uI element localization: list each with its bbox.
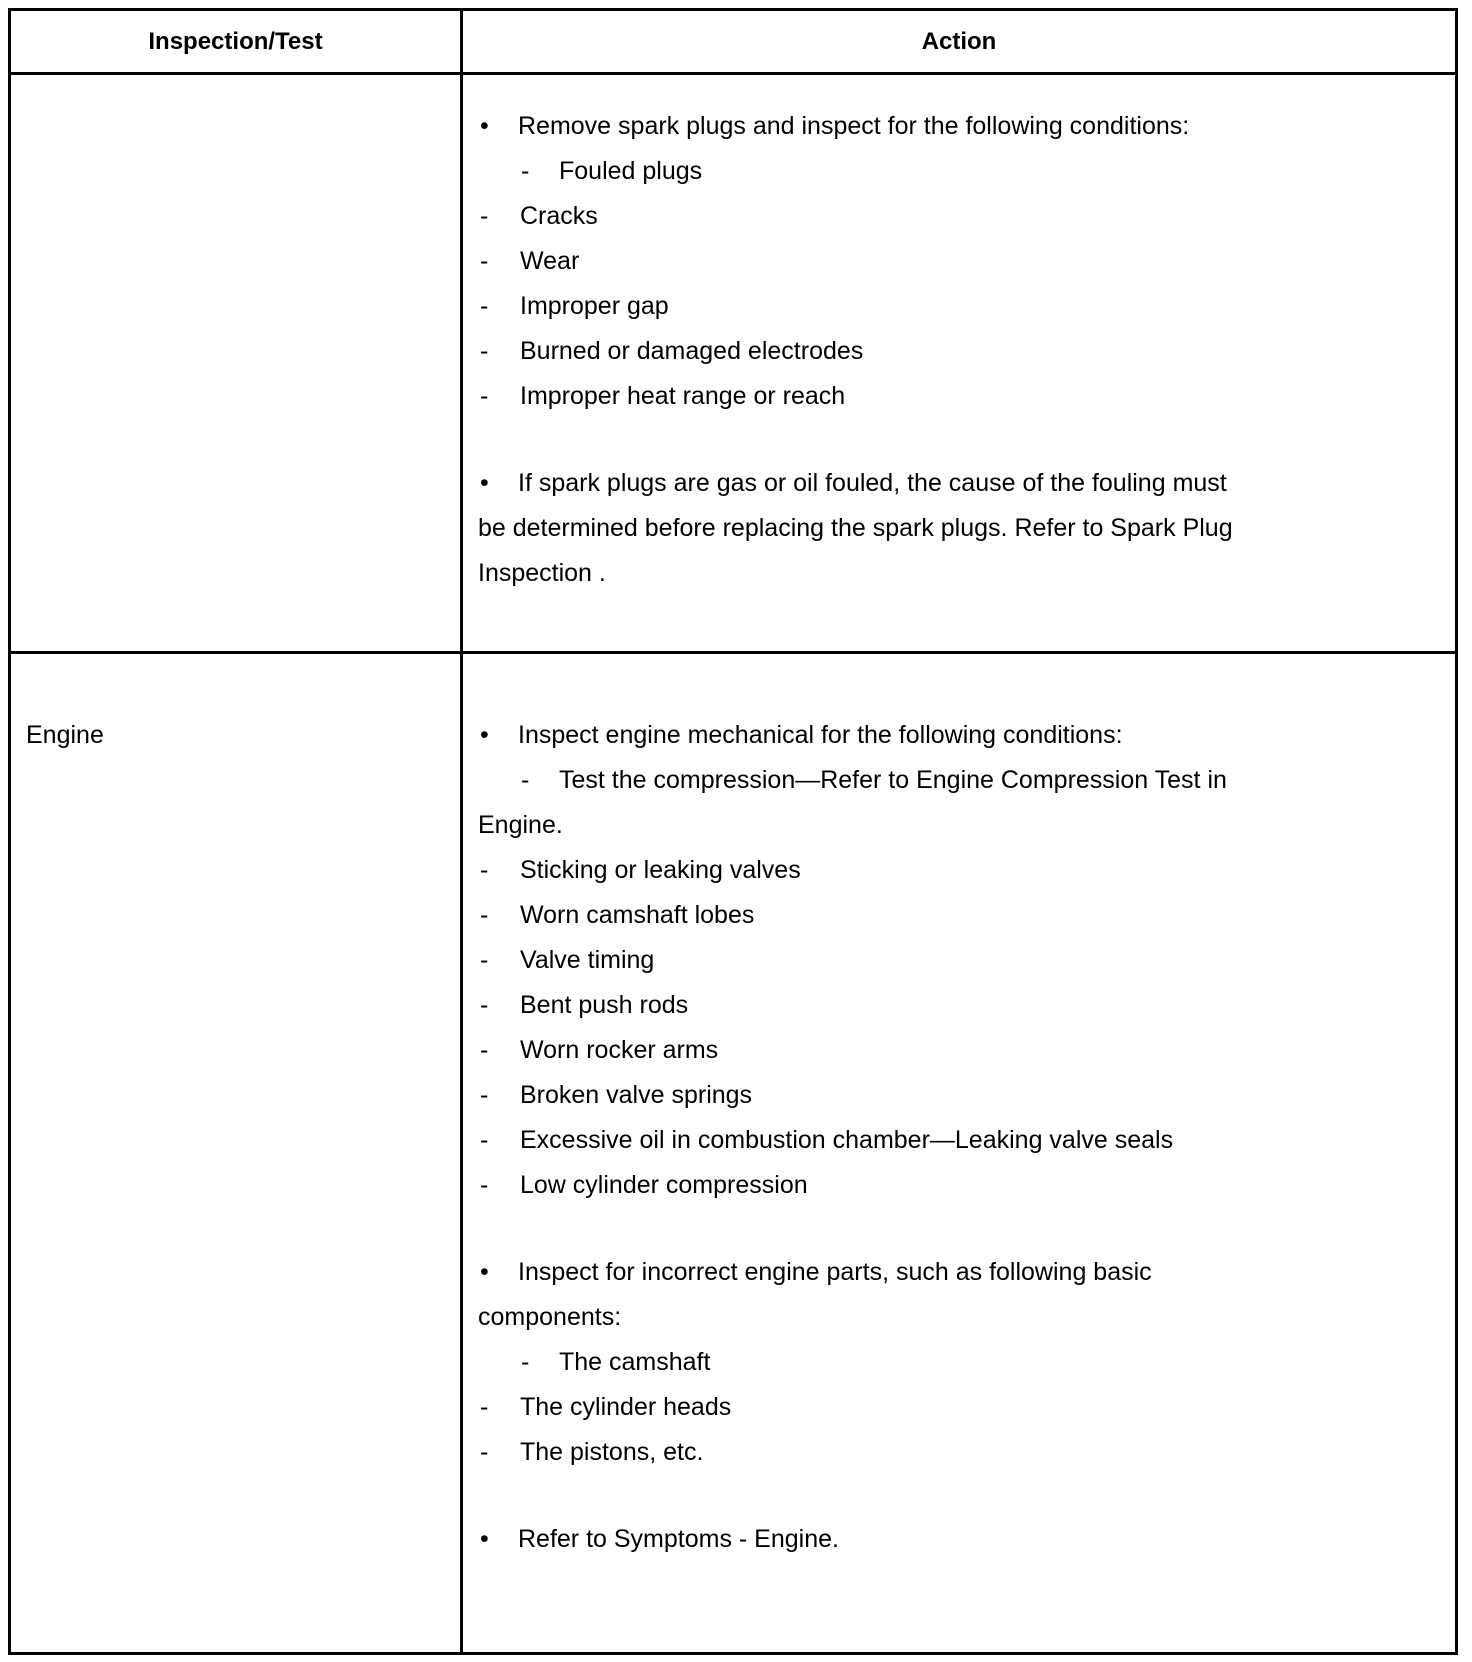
action-line: Inspect for incorrect engine parts, such as following basic: [518, 1258, 1152, 1286]
dash-mark: -: [480, 856, 489, 884]
action-line: Inspection .: [478, 559, 606, 587]
dash-mark: -: [480, 247, 489, 275]
dash-mark: -: [480, 1126, 489, 1154]
action-line: Valve timing: [520, 946, 655, 974]
row2-label: Engine: [26, 721, 104, 749]
bullet-mark: •: [480, 1258, 489, 1286]
dash-mark: -: [480, 991, 489, 1019]
dash-mark: -: [521, 766, 530, 794]
action-line: Bent push rods: [520, 991, 689, 1019]
action-line: Fouled plugs: [559, 157, 703, 185]
table-border-right: [1455, 8, 1458, 1655]
action-line: Engine.: [478, 811, 563, 839]
dash-mark: -: [480, 382, 489, 410]
table-border-top: [8, 8, 1458, 11]
action-line: components:: [478, 1303, 622, 1331]
action-line: Improper heat range or reach: [520, 382, 846, 410]
action-line: Improper gap: [520, 292, 669, 320]
dash-mark: -: [480, 202, 489, 230]
header-inspection-test: Inspection/Test: [148, 28, 323, 55]
action-line: If spark plugs are gas or oil fouled, the cause of the fouling must: [518, 469, 1227, 497]
action-line: Burned or damaged electrodes: [520, 337, 864, 365]
action-line: Refer to Symptoms - Engine.: [518, 1525, 839, 1553]
action-line: Inspect engine mechanical for the following conditions:: [518, 721, 1123, 749]
header-divider: [8, 72, 1458, 75]
bullet-mark: •: [480, 721, 489, 749]
dash-mark: -: [480, 946, 489, 974]
action-line: Excessive oil in combustion chamber—Leaking valve seals: [520, 1126, 1174, 1154]
action-line: The camshaft: [559, 1348, 711, 1376]
action-line: Worn rocker arms: [520, 1036, 719, 1064]
action-line: Sticking or leaking valves: [520, 856, 801, 884]
dash-mark: -: [480, 901, 489, 929]
bullet-mark: •: [480, 469, 489, 497]
dash-mark: -: [480, 1081, 489, 1109]
action-line: The pistons, etc.: [520, 1438, 704, 1466]
action-line: Cracks: [520, 202, 598, 230]
action-line: Test the compression—Refer to Engine Compression Test in: [559, 766, 1227, 794]
action-line: be determined before replacing the spark plugs. Refer to Spark Plug: [478, 514, 1233, 542]
dash-mark: -: [521, 157, 530, 185]
row-divider: [8, 651, 1458, 654]
dash-mark: -: [480, 337, 489, 365]
action-line: The cylinder heads: [520, 1393, 732, 1421]
dash-mark: -: [480, 292, 489, 320]
dash-mark: -: [521, 1348, 530, 1376]
dash-mark: -: [480, 1171, 489, 1199]
table-border-bottom: [8, 1652, 1458, 1655]
bullet-mark: •: [480, 112, 489, 140]
action-line: Wear: [520, 247, 580, 275]
column-divider: [460, 8, 463, 1655]
bullet-mark: •: [480, 1525, 489, 1553]
action-line: Worn camshaft lobes: [520, 901, 755, 929]
table-border-left: [8, 8, 11, 1655]
dash-mark: -: [480, 1393, 489, 1421]
action-line: Broken valve springs: [520, 1081, 753, 1109]
header-action: Action: [921, 28, 997, 55]
action-line: Remove spark plugs and inspect for the following conditions:: [518, 112, 1190, 140]
dash-mark: -: [480, 1438, 489, 1466]
dash-mark: -: [480, 1036, 489, 1064]
action-line: Low cylinder compression: [520, 1171, 808, 1199]
